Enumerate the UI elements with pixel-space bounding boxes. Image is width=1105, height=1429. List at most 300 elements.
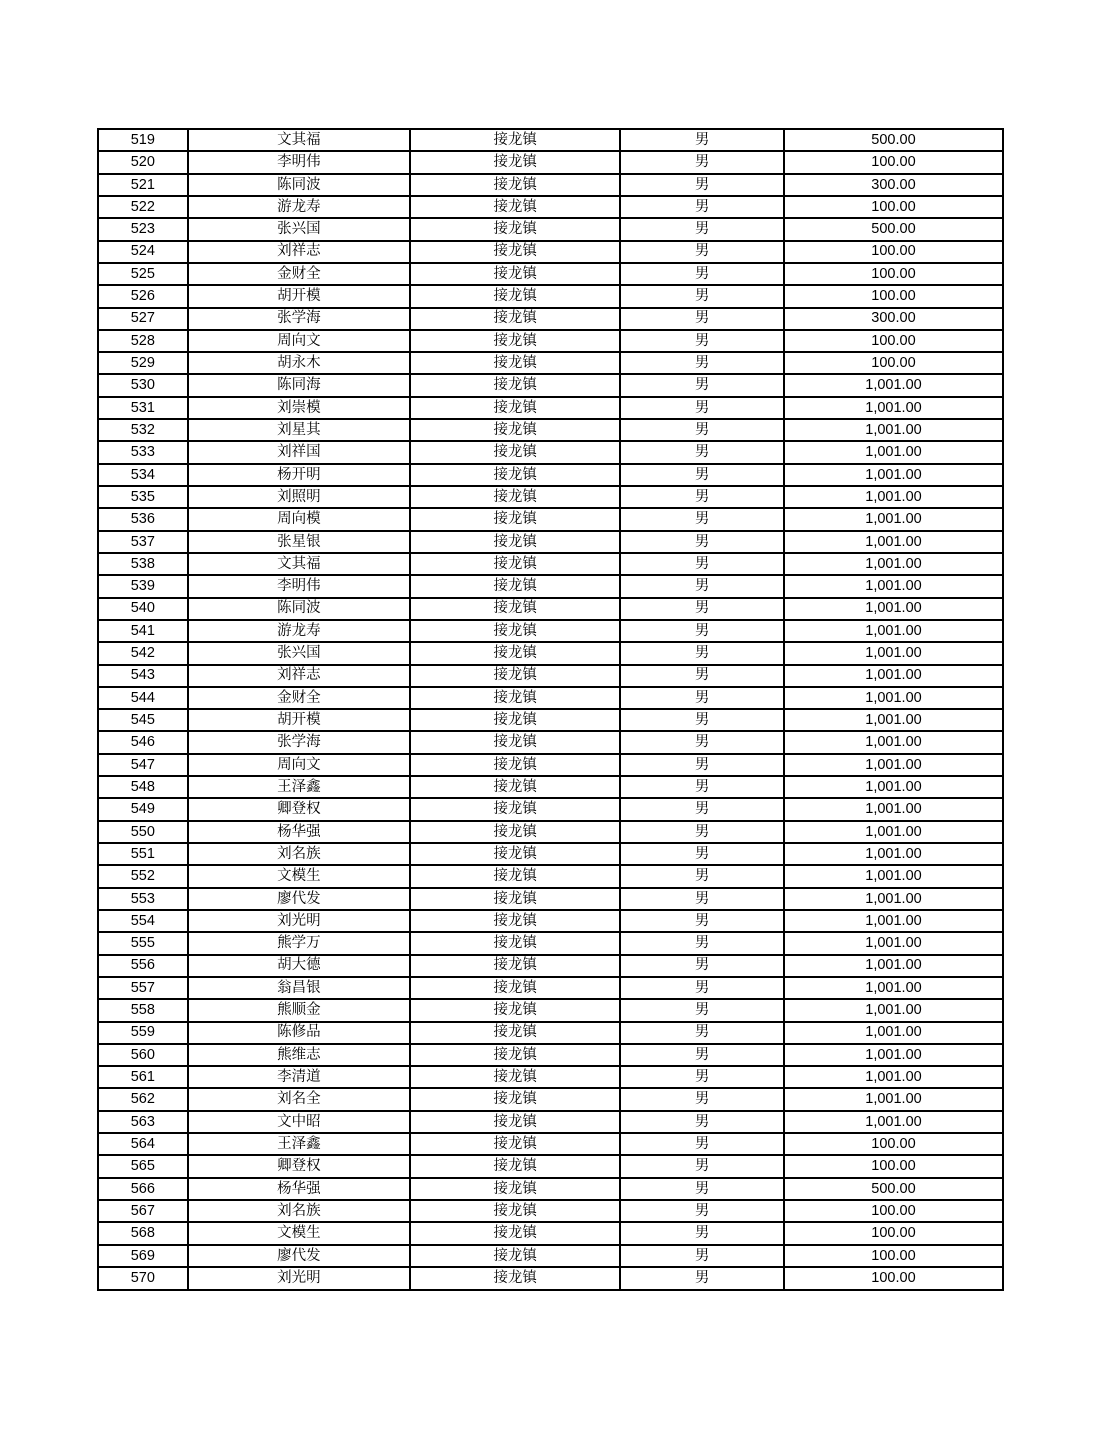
- serial-cell: 560: [98, 1044, 188, 1066]
- serial-cell: 551: [98, 843, 188, 865]
- serial-cell: 534: [98, 464, 188, 486]
- serial-cell: 531: [98, 397, 188, 419]
- gender-cell: 男: [620, 754, 784, 776]
- name-cell: 刘光明: [188, 910, 411, 932]
- table-row: [98, 731, 1003, 753]
- town-cell: 接龙镇: [410, 374, 620, 396]
- name-cell: 陈同波: [188, 174, 411, 196]
- gender-cell: 男: [620, 196, 784, 218]
- amount-cell: 1,001.00: [784, 1066, 1003, 1088]
- gender-cell: 男: [620, 151, 784, 173]
- town-cell: 接龙镇: [410, 709, 620, 731]
- amount-cell: 1,001.00: [784, 754, 1003, 776]
- table-row: [98, 865, 1003, 887]
- town-cell: 接龙镇: [410, 620, 620, 642]
- serial-cell: 528: [98, 330, 188, 352]
- name-cell: 陈同海: [188, 374, 411, 396]
- table-row: [98, 508, 1003, 530]
- name-cell: 文模生: [188, 1222, 411, 1244]
- name-cell: 游龙寿: [188, 196, 411, 218]
- town-cell: 接龙镇: [410, 642, 620, 664]
- town-cell: 接龙镇: [410, 419, 620, 441]
- gender-cell: 男: [620, 731, 784, 753]
- town-cell: 接龙镇: [410, 531, 620, 553]
- serial-cell: 527: [98, 308, 188, 330]
- table-row: [98, 330, 1003, 352]
- amount-cell: 1,001.00: [784, 709, 1003, 731]
- town-cell: 接龙镇: [410, 754, 620, 776]
- gender-cell: 男: [620, 999, 784, 1021]
- name-cell: 金财全: [188, 687, 411, 709]
- serial-cell: 564: [98, 1133, 188, 1155]
- name-cell: 刘祥志: [188, 665, 411, 687]
- gender-cell: 男: [620, 955, 784, 977]
- town-cell: 接龙镇: [410, 1155, 620, 1177]
- name-cell: 熊顺金: [188, 999, 411, 1021]
- serial-cell: 536: [98, 508, 188, 530]
- table-row: [98, 1200, 1003, 1222]
- town-cell: 接龙镇: [410, 955, 620, 977]
- table-row: [98, 308, 1003, 330]
- amount-cell: 1,001.00: [784, 464, 1003, 486]
- amount-cell: 100.00: [784, 1155, 1003, 1177]
- table-row: [98, 999, 1003, 1021]
- name-cell: 卿登权: [188, 1155, 411, 1177]
- serial-cell: 532: [98, 419, 188, 441]
- town-cell: 接龙镇: [410, 218, 620, 240]
- amount-cell: 100.00: [784, 241, 1003, 263]
- town-cell: 接龙镇: [410, 665, 620, 687]
- name-cell: 刘星其: [188, 419, 411, 441]
- town-cell: 接龙镇: [410, 999, 620, 1021]
- town-cell: 接龙镇: [410, 977, 620, 999]
- amount-cell: 1,001.00: [784, 642, 1003, 664]
- serial-cell: 524: [98, 241, 188, 263]
- gender-cell: 男: [620, 665, 784, 687]
- town-cell: 接龙镇: [410, 174, 620, 196]
- amount-cell: 100.00: [784, 1222, 1003, 1244]
- town-cell: 接龙镇: [410, 441, 620, 463]
- name-cell: 刘照明: [188, 486, 411, 508]
- town-cell: 接龙镇: [410, 1200, 620, 1222]
- amount-cell: 1,001.00: [784, 1088, 1003, 1110]
- serial-cell: 567: [98, 1200, 188, 1222]
- town-cell: 接龙镇: [410, 352, 620, 374]
- town-cell: 接龙镇: [410, 1245, 620, 1267]
- serial-cell: 557: [98, 977, 188, 999]
- town-cell: 接龙镇: [410, 308, 620, 330]
- serial-cell: 563: [98, 1111, 188, 1133]
- amount-cell: 1,001.00: [784, 798, 1003, 820]
- amount-cell: 1,001.00: [784, 932, 1003, 954]
- gender-cell: 男: [620, 508, 784, 530]
- table-row: [98, 196, 1003, 218]
- gender-cell: 男: [620, 531, 784, 553]
- table-row: [98, 441, 1003, 463]
- name-cell: 周向文: [188, 754, 411, 776]
- amount-cell: 1,001.00: [784, 441, 1003, 463]
- gender-cell: 男: [620, 910, 784, 932]
- name-cell: 张学海: [188, 308, 411, 330]
- amount-cell: 1,001.00: [784, 888, 1003, 910]
- gender-cell: 男: [620, 486, 784, 508]
- name-cell: 文中昭: [188, 1111, 411, 1133]
- table-row: [98, 486, 1003, 508]
- table-row: [98, 687, 1003, 709]
- gender-cell: 男: [620, 776, 784, 798]
- serial-cell: 522: [98, 196, 188, 218]
- town-cell: 接龙镇: [410, 932, 620, 954]
- amount-cell: 100.00: [784, 1200, 1003, 1222]
- amount-cell: 500.00: [784, 1178, 1003, 1200]
- table-row: [98, 888, 1003, 910]
- amount-cell: 1,001.00: [784, 620, 1003, 642]
- town-cell: 接龙镇: [410, 508, 620, 530]
- table-row: [98, 1111, 1003, 1133]
- serial-cell: 555: [98, 932, 188, 954]
- table-row: [98, 575, 1003, 597]
- town-cell: 接龙镇: [410, 1111, 620, 1133]
- serial-cell: 523: [98, 218, 188, 240]
- table-row: [98, 285, 1003, 307]
- table-row: [98, 174, 1003, 196]
- table-row: [98, 263, 1003, 285]
- table-row: [98, 1178, 1003, 1200]
- table-row: [98, 531, 1003, 553]
- town-cell: 接龙镇: [410, 1022, 620, 1044]
- name-cell: 文其福: [188, 129, 411, 151]
- gender-cell: 男: [620, 1088, 784, 1110]
- serial-cell: 554: [98, 910, 188, 932]
- table-row: [98, 1066, 1003, 1088]
- town-cell: 接龙镇: [410, 910, 620, 932]
- serial-cell: 568: [98, 1222, 188, 1244]
- serial-cell: 546: [98, 731, 188, 753]
- table-row: [98, 397, 1003, 419]
- serial-cell: 525: [98, 263, 188, 285]
- town-cell: 接龙镇: [410, 1267, 620, 1290]
- gender-cell: 男: [620, 263, 784, 285]
- gender-cell: 男: [620, 419, 784, 441]
- gender-cell: 男: [620, 1066, 784, 1088]
- serial-cell: 540: [98, 598, 188, 620]
- town-cell: 接龙镇: [410, 687, 620, 709]
- gender-cell: 男: [620, 352, 784, 374]
- town-cell: 接龙镇: [410, 1044, 620, 1066]
- gender-cell: 男: [620, 553, 784, 575]
- town-cell: 接龙镇: [410, 1222, 620, 1244]
- amount-cell: 1,001.00: [784, 1022, 1003, 1044]
- table-row: [98, 1022, 1003, 1044]
- amount-cell: 1,001.00: [784, 374, 1003, 396]
- name-cell: 游龙寿: [188, 620, 411, 642]
- name-cell: 刘崇模: [188, 397, 411, 419]
- gender-cell: 男: [620, 865, 784, 887]
- serial-cell: 552: [98, 865, 188, 887]
- table-row: [98, 821, 1003, 843]
- name-cell: 金财全: [188, 263, 411, 285]
- name-cell: 杨华强: [188, 1178, 411, 1200]
- amount-cell: 1,001.00: [784, 865, 1003, 887]
- serial-cell: 529: [98, 352, 188, 374]
- town-cell: 接龙镇: [410, 1066, 620, 1088]
- amount-cell: 100.00: [784, 330, 1003, 352]
- town-cell: 接龙镇: [410, 1088, 620, 1110]
- serial-cell: 549: [98, 798, 188, 820]
- town-cell: 接龙镇: [410, 330, 620, 352]
- amount-cell: 300.00: [784, 174, 1003, 196]
- name-cell: 刘名族: [188, 1200, 411, 1222]
- table-row: [98, 1133, 1003, 1155]
- amount-cell: 1,001.00: [784, 665, 1003, 687]
- name-cell: 李明伟: [188, 575, 411, 597]
- amount-cell: 100.00: [784, 196, 1003, 218]
- table-row: [98, 598, 1003, 620]
- amount-cell: 1,001.00: [784, 687, 1003, 709]
- table-row: [98, 374, 1003, 396]
- amount-cell: 1,001.00: [784, 598, 1003, 620]
- table-row: [98, 776, 1003, 798]
- serial-cell: 566: [98, 1178, 188, 1200]
- serial-cell: 541: [98, 620, 188, 642]
- gender-cell: 男: [620, 620, 784, 642]
- town-cell: 接龙镇: [410, 151, 620, 173]
- serial-cell: 533: [98, 441, 188, 463]
- name-cell: 刘名全: [188, 1088, 411, 1110]
- name-cell: 文其福: [188, 553, 411, 575]
- serial-cell: 543: [98, 665, 188, 687]
- gender-cell: 男: [620, 464, 784, 486]
- table-row: [98, 798, 1003, 820]
- name-cell: 李清道: [188, 1066, 411, 1088]
- town-cell: 接龙镇: [410, 129, 620, 151]
- serial-cell: 556: [98, 955, 188, 977]
- table-row: [98, 1245, 1003, 1267]
- serial-cell: 548: [98, 776, 188, 798]
- name-cell: 刘祥国: [188, 441, 411, 463]
- gender-cell: 男: [620, 798, 784, 820]
- table-row: [98, 1155, 1003, 1177]
- gender-cell: 男: [620, 1044, 784, 1066]
- name-cell: 刘祥志: [188, 241, 411, 263]
- table-row: [98, 129, 1003, 151]
- table-body: [98, 129, 1003, 1290]
- gender-cell: 男: [620, 642, 784, 664]
- serial-cell: 562: [98, 1088, 188, 1110]
- gender-cell: 男: [620, 1111, 784, 1133]
- gender-cell: 男: [620, 441, 784, 463]
- name-cell: 刘名族: [188, 843, 411, 865]
- name-cell: 熊学万: [188, 932, 411, 954]
- gender-cell: 男: [620, 1022, 784, 1044]
- town-cell: 接龙镇: [410, 1178, 620, 1200]
- name-cell: 胡开模: [188, 709, 411, 731]
- amount-cell: 100.00: [784, 352, 1003, 374]
- name-cell: 文模生: [188, 865, 411, 887]
- table-row: [98, 151, 1003, 173]
- serial-cell: 526: [98, 285, 188, 307]
- name-cell: 刘光明: [188, 1267, 411, 1290]
- gender-cell: 男: [620, 330, 784, 352]
- amount-cell: 1,001.00: [784, 486, 1003, 508]
- name-cell: 杨华强: [188, 821, 411, 843]
- table-row: [98, 1088, 1003, 1110]
- gender-cell: 男: [620, 1155, 784, 1177]
- town-cell: 接龙镇: [410, 241, 620, 263]
- gender-cell: 男: [620, 1245, 784, 1267]
- serial-cell: 538: [98, 553, 188, 575]
- gender-cell: 男: [620, 218, 784, 240]
- serial-cell: 559: [98, 1022, 188, 1044]
- gender-cell: 男: [620, 1222, 784, 1244]
- gender-cell: 男: [620, 308, 784, 330]
- table-row: [98, 419, 1003, 441]
- serial-cell: 569: [98, 1245, 188, 1267]
- town-cell: 接龙镇: [410, 598, 620, 620]
- town-cell: 接龙镇: [410, 1133, 620, 1155]
- amount-cell: 100.00: [784, 285, 1003, 307]
- serial-cell: 570: [98, 1267, 188, 1290]
- gender-cell: 男: [620, 285, 784, 307]
- name-cell: 周向文: [188, 330, 411, 352]
- amount-cell: 1,001.00: [784, 955, 1003, 977]
- amount-cell: 1,001.00: [784, 731, 1003, 753]
- table-row: [98, 910, 1003, 932]
- amount-cell: 500.00: [784, 129, 1003, 151]
- gender-cell: 男: [620, 397, 784, 419]
- name-cell: 胡大德: [188, 955, 411, 977]
- gender-cell: 男: [620, 1200, 784, 1222]
- amount-cell: 1,001.00: [784, 843, 1003, 865]
- gender-cell: 男: [620, 129, 784, 151]
- town-cell: 接龙镇: [410, 865, 620, 887]
- table-row: [98, 218, 1003, 240]
- gender-cell: 男: [620, 709, 784, 731]
- amount-cell: 1,001.00: [784, 910, 1003, 932]
- name-cell: 卿登权: [188, 798, 411, 820]
- gender-cell: 男: [620, 575, 784, 597]
- amount-cell: 100.00: [784, 151, 1003, 173]
- name-cell: 陈修品: [188, 1022, 411, 1044]
- serial-cell: 539: [98, 575, 188, 597]
- gender-cell: 男: [620, 932, 784, 954]
- town-cell: 接龙镇: [410, 285, 620, 307]
- amount-cell: 1,001.00: [784, 553, 1003, 575]
- serial-cell: 544: [98, 687, 188, 709]
- town-cell: 接龙镇: [410, 821, 620, 843]
- payment-roster-table: [97, 128, 1004, 1291]
- name-cell: 张兴国: [188, 642, 411, 664]
- name-cell: 翁昌银: [188, 977, 411, 999]
- table-row: [98, 1044, 1003, 1066]
- table-row: [98, 352, 1003, 374]
- amount-cell: 1,001.00: [784, 977, 1003, 999]
- town-cell: 接龙镇: [410, 464, 620, 486]
- table-row: [98, 553, 1003, 575]
- gender-cell: 男: [620, 598, 784, 620]
- gender-cell: 男: [620, 1133, 784, 1155]
- serial-cell: 535: [98, 486, 188, 508]
- serial-cell: 547: [98, 754, 188, 776]
- name-cell: 胡永木: [188, 352, 411, 374]
- amount-cell: 100.00: [784, 1267, 1003, 1290]
- name-cell: 周向模: [188, 508, 411, 530]
- amount-cell: 1,001.00: [784, 531, 1003, 553]
- gender-cell: 男: [620, 1178, 784, 1200]
- amount-cell: 300.00: [784, 308, 1003, 330]
- town-cell: 接龙镇: [410, 776, 620, 798]
- gender-cell: 男: [620, 174, 784, 196]
- gender-cell: 男: [620, 1267, 784, 1290]
- name-cell: 杨开明: [188, 464, 411, 486]
- town-cell: 接龙镇: [410, 196, 620, 218]
- amount-cell: 100.00: [784, 1245, 1003, 1267]
- amount-cell: 1,001.00: [784, 397, 1003, 419]
- amount-cell: 100.00: [784, 1133, 1003, 1155]
- table-row: [98, 620, 1003, 642]
- table-row: [98, 843, 1003, 865]
- town-cell: 接龙镇: [410, 553, 620, 575]
- name-cell: 李明伟: [188, 151, 411, 173]
- table-row: [98, 754, 1003, 776]
- name-cell: 张星银: [188, 531, 411, 553]
- amount-cell: 1,001.00: [784, 1044, 1003, 1066]
- serial-cell: 553: [98, 888, 188, 910]
- table-row: [98, 1222, 1003, 1244]
- serial-cell: 521: [98, 174, 188, 196]
- serial-cell: 558: [98, 999, 188, 1021]
- amount-cell: 1,001.00: [784, 419, 1003, 441]
- serial-cell: 561: [98, 1066, 188, 1088]
- gender-cell: 男: [620, 687, 784, 709]
- name-cell: 廖代发: [188, 1245, 411, 1267]
- town-cell: 接龙镇: [410, 888, 620, 910]
- name-cell: 陈同波: [188, 598, 411, 620]
- table-row: [98, 241, 1003, 263]
- amount-cell: 100.00: [784, 263, 1003, 285]
- amount-cell: 1,001.00: [784, 776, 1003, 798]
- town-cell: 接龙镇: [410, 731, 620, 753]
- name-cell: 熊维志: [188, 1044, 411, 1066]
- name-cell: 张兴国: [188, 218, 411, 240]
- serial-cell: 530: [98, 374, 188, 396]
- gender-cell: 男: [620, 843, 784, 865]
- table-row: [98, 642, 1003, 664]
- amount-cell: 1,001.00: [784, 999, 1003, 1021]
- gender-cell: 男: [620, 241, 784, 263]
- serial-cell: 519: [98, 129, 188, 151]
- name-cell: 张学海: [188, 731, 411, 753]
- table-row: [98, 977, 1003, 999]
- amount-cell: 1,001.00: [784, 508, 1003, 530]
- serial-cell: 565: [98, 1155, 188, 1177]
- town-cell: 接龙镇: [410, 397, 620, 419]
- gender-cell: 男: [620, 374, 784, 396]
- gender-cell: 男: [620, 821, 784, 843]
- name-cell: 王泽鑫: [188, 1133, 411, 1155]
- serial-cell: 537: [98, 531, 188, 553]
- name-cell: 胡开模: [188, 285, 411, 307]
- town-cell: 接龙镇: [410, 843, 620, 865]
- town-cell: 接龙镇: [410, 263, 620, 285]
- amount-cell: 500.00: [784, 218, 1003, 240]
- table-row: [98, 955, 1003, 977]
- table-row: [98, 464, 1003, 486]
- amount-cell: 1,001.00: [784, 1111, 1003, 1133]
- town-cell: 接龙镇: [410, 575, 620, 597]
- amount-cell: 1,001.00: [784, 575, 1003, 597]
- gender-cell: 男: [620, 977, 784, 999]
